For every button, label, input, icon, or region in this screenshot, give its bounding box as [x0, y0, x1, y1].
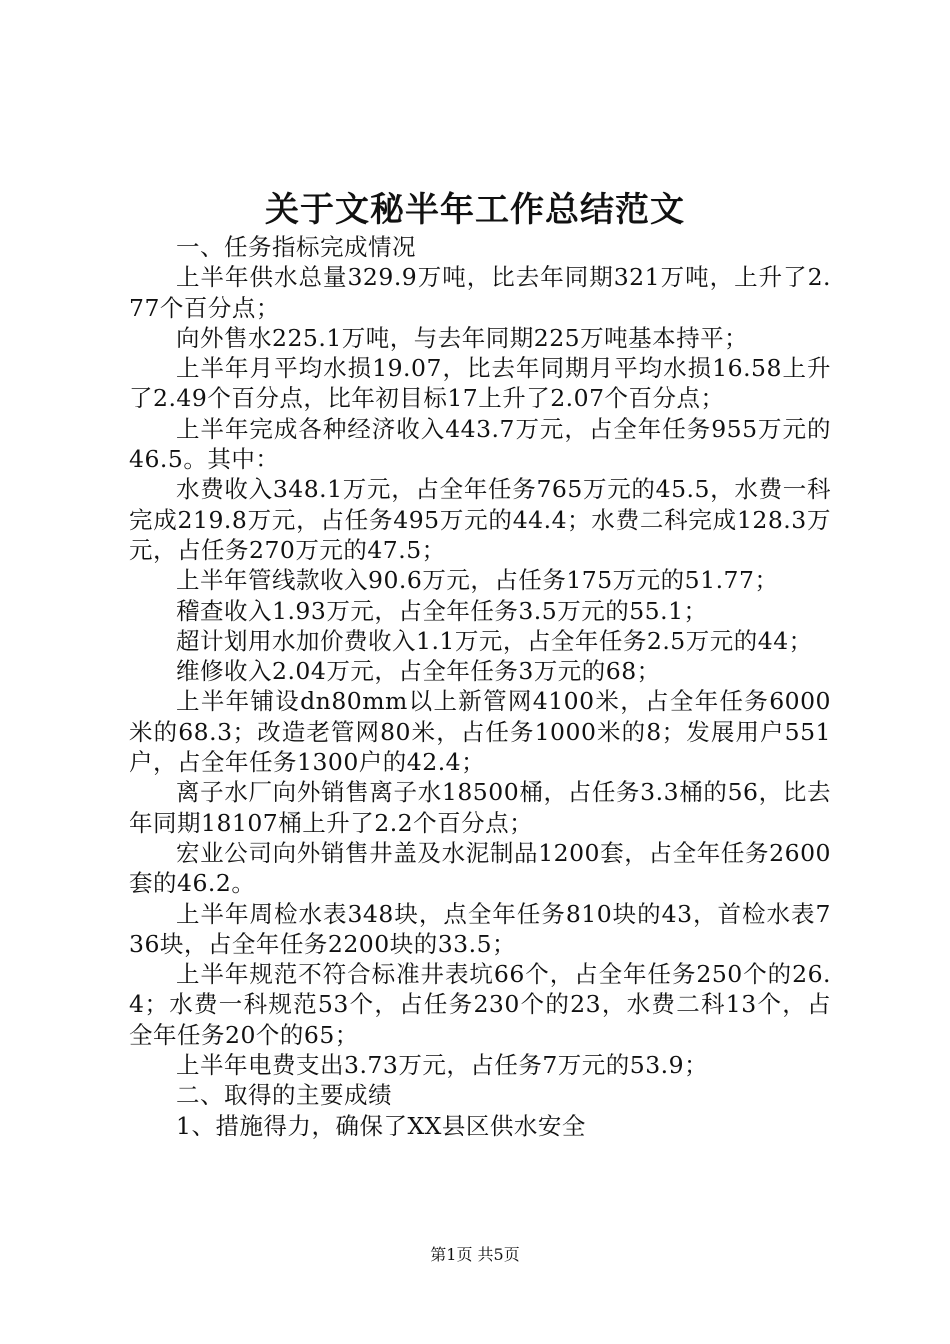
body-paragraph: 上半年铺设dn80mm以上新管网4100米，占全年任务6000米的68.3；改造老管网80米，占任务1000米的8；发展用户551户，占全年任务1300户的42.4；: [129, 687, 831, 777]
subsection-heading: 1、措施得力，确保了XX县区供水安全: [176, 1111, 586, 1140]
document-title: 关于文秘半年工作总结范文: [265, 190, 685, 230]
document-body: [129, 232, 831, 1141]
body-paragraph: 稽查收入1.93万元，占全年任务3.5万元的55.1；: [176, 596, 708, 625]
body-paragraph: 上半年规范不符合标准井表坑66个，占全年任务250个的26.4；水费一科规范53个，占任务230个的23，水费二科13个，占全年任务20个的65；: [129, 960, 831, 1049]
body-paragraph: 向外售水225.1万吨，与去年同期225万吨基本持平；: [176, 323, 749, 352]
body-paragraph: 宏业公司向外销售井盖及水泥制品1200套，占全年任务2600套的46.2。: [129, 838, 831, 898]
body-paragraph: 超计划用水加价费收入1.1万元，占全年任务2.5万元的44；: [176, 626, 813, 655]
body-paragraph: 上半年管线款收入90.6万元，占任务175万元的51.77；: [176, 566, 779, 595]
body-paragraph: 维修收入2.04万元，占全年任务3万元的68；: [176, 657, 661, 686]
section-heading: 二、取得的主要成绩: [176, 1081, 392, 1110]
page-footer: 第1页 共5页: [430, 1245, 520, 1264]
body-paragraph: 上半年供水总量329.9万吨，比去年同期321万吨，上升了2.77个百分点；: [129, 263, 831, 322]
body-paragraph: 上半年月平均水损19.07，比去年同期月平均水损16.58上升了2.49个百分点，比年初目标17上升了2.07个百分点；: [129, 354, 831, 413]
body-paragraph: 上半年完成各种经济收入443.7万元，占全年任务955万元的46.5。其中：: [129, 414, 831, 474]
section-heading: 一、任务指标完成情况: [176, 233, 416, 261]
body-paragraph: 离子水厂向外销售离子水18500桶，占任务3.3桶的56，比去年同期18107桶上升了2.2个百分点；: [129, 778, 831, 837]
body-paragraph: 上半年电费支出3.73万元，占任务7万元的53.9；: [176, 1051, 709, 1080]
body-paragraph: 上半年周检水表348块，点全年任务810块的43，首检水表736块，占全年任务2200块的33.5；: [129, 899, 831, 958]
body-paragraph: 水费收入348.1万元，占全年任务765万元的45.5，水费一科完成219.8万元，占任务495万元的44.4；水费二科完成128.3万元，占任务270万元的47.5；: [129, 475, 831, 564]
